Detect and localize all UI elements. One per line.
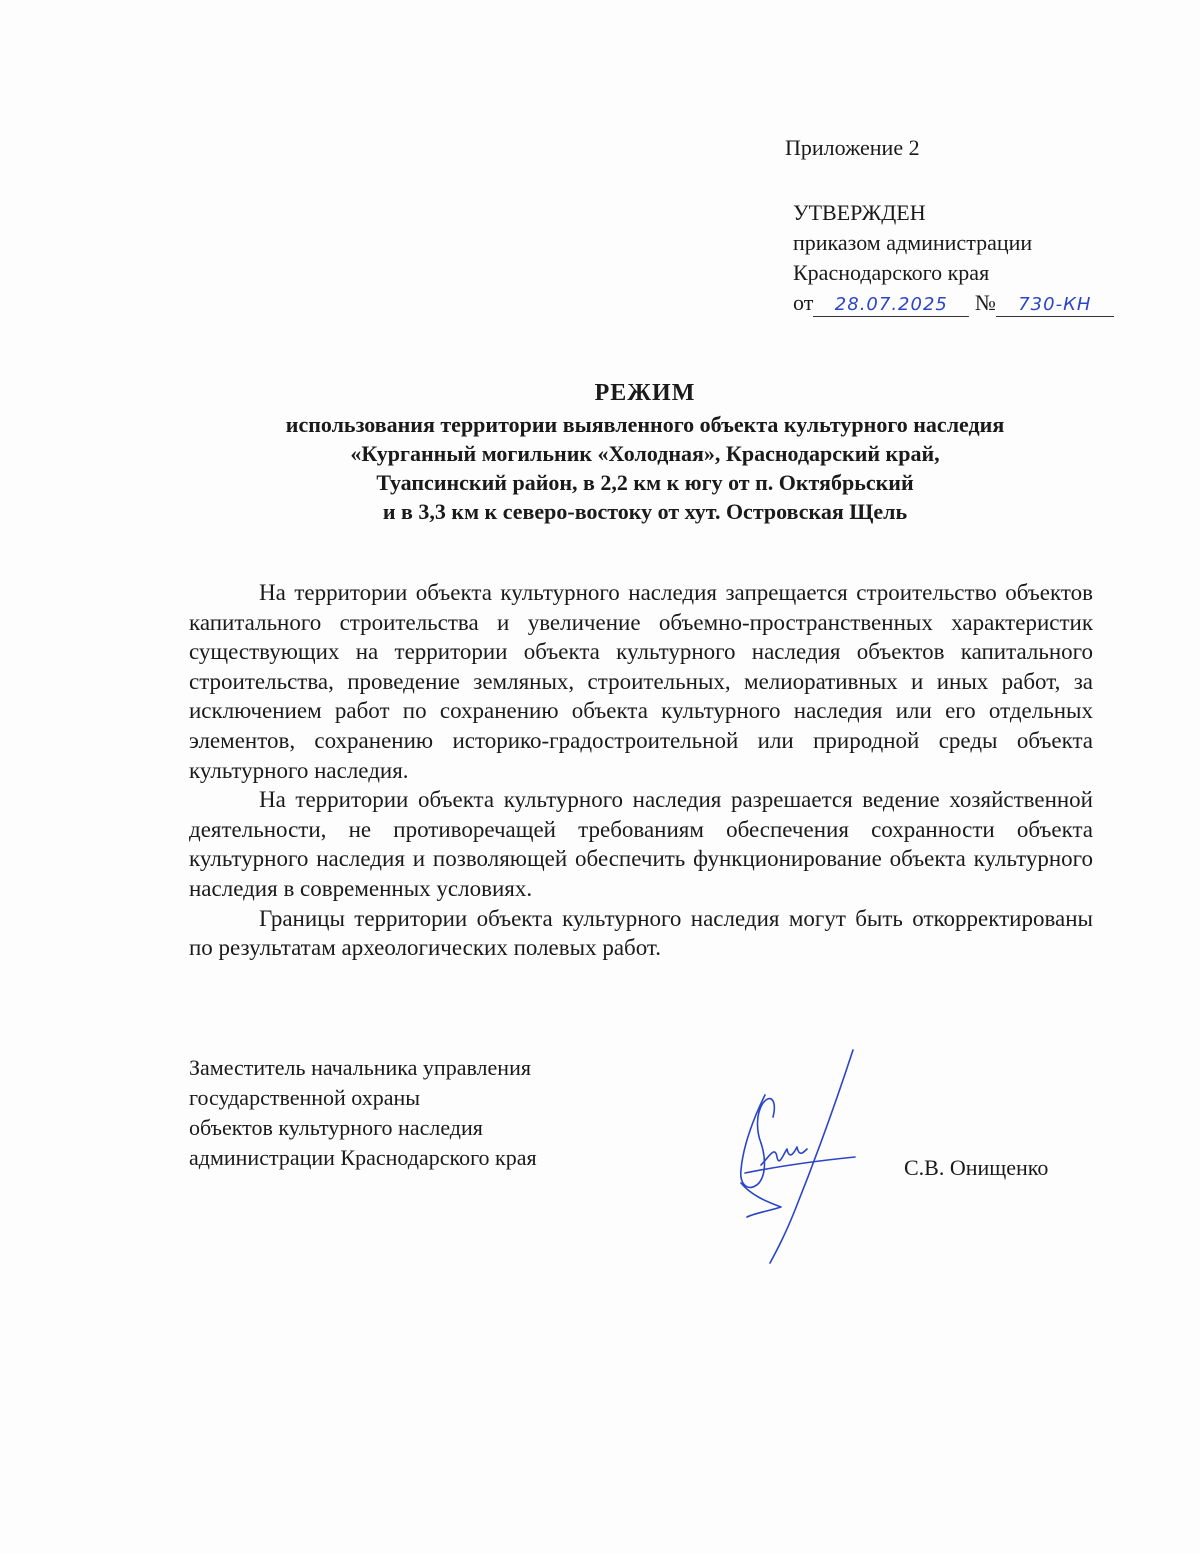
heading-line-2: «Курганный могильник «Холодная», Краснодарский край, bbox=[350, 441, 940, 466]
handwritten-signature bbox=[725, 1045, 875, 1265]
paragraph-prohibitions: На территории объекта культурного наследия запрещается строительство объектов капитального строительства и увеличение объемно-пространственных характеристик существующих на территории объекта культурного наследия объектов капитального строительства, проведение земляных, строительных, мелиоративных и иных работ, за исключением работ по сохранению объекта культурного наследия или его отдельных элементов, сохранению историко-градостроительной или природной среды объекта культурного наследия. bbox=[189, 580, 1093, 783]
handwritten-date: 28.07.2025 bbox=[813, 294, 969, 317]
signatory-title-line-4: администрации Краснодарского края bbox=[189, 1145, 537, 1170]
approval-line-1: приказом администрации bbox=[793, 230, 1033, 255]
heading-line-3: Туапсинский район, в 2,2 км к югу от п. Октябрьский bbox=[376, 470, 914, 495]
signatory-title bbox=[189, 1053, 537, 1173]
date-prefix: от bbox=[793, 290, 814, 315]
number-prefix: № bbox=[974, 290, 996, 315]
signatory-title-line-2: государственной охраны bbox=[189, 1085, 421, 1110]
heading-title: РЕЖИМ bbox=[594, 380, 696, 406]
signatory-name: С.В. Онищенко bbox=[904, 1155, 1049, 1180]
paragraph-permissions: На территории объекта культурного наследия разрешается ведение хозяйственной деятельности, не противоречащей требованиям обеспечения сохранности объекта культурного наследия и позволяющей обеспечить функционирование объекта культурного наследия в современных условиях. bbox=[189, 787, 1093, 901]
annex-label: Приложение 2 bbox=[785, 135, 920, 160]
heading-line-4: и в 3,3 км к северо-востоку от хут. Островская Щель bbox=[382, 499, 908, 524]
document-body bbox=[189, 578, 1093, 963]
heading-line-1: использования территории выявленного объекта культурного наследия bbox=[285, 412, 1005, 437]
approval-line-2: Краснодарского края bbox=[793, 260, 990, 285]
signatory-title-line-3: объектов культурного наследия bbox=[189, 1115, 483, 1140]
approval-block bbox=[793, 198, 1114, 318]
signatory-title-line-1: Заместитель начальника управления bbox=[189, 1055, 531, 1080]
approval-date-line bbox=[793, 288, 1114, 318]
handwritten-number: 730-КН bbox=[996, 294, 1114, 317]
paragraph-boundaries: Границы территории объекта культурного наследия могут быть откорректированы по результатам археологических полевых работ. bbox=[189, 905, 1093, 961]
document-heading bbox=[140, 376, 1150, 526]
approval-title: УТВЕРЖДЕН bbox=[793, 200, 926, 225]
